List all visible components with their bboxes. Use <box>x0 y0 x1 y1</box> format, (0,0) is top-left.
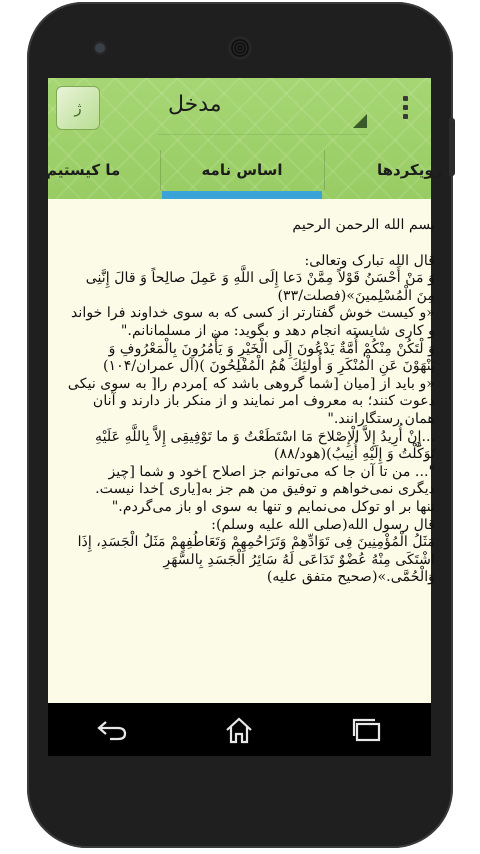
tab-divider <box>324 150 325 190</box>
text-line: دیگری نمی‌خواهم و توفیق من هم جز به[یاری ]خدا نیست. <box>95 481 435 498</box>
system-nav-bar <box>48 703 431 756</box>
home-button[interactable] <box>209 710 269 750</box>
front-camera <box>95 43 105 53</box>
earpiece-speaker <box>230 38 250 58</box>
spinner-arrow-icon[interactable] <box>353 114 367 128</box>
text-line: وَ لْتَكُنْ مِنْكُمْ أُمَّةٌ یَدْعُونَ إِلَى الْخَیْرِ وَ یَأْمُرُونَ بِالْمَعْرُوفِ وَ <box>108 340 435 357</box>
tab-statute[interactable]: اساس نامه <box>201 160 283 179</box>
overflow-menu-icon[interactable] <box>403 96 409 123</box>
text-line: قال الله تبارک وتعالى: <box>304 252 435 269</box>
tab-divider <box>160 150 161 190</box>
tab-who-we-are[interactable]: ما کیستیم <box>46 160 121 179</box>
text-line: «و باید از [میان [شما گروهی باشد که ]مردم را[ به سوی نیکی <box>67 375 435 392</box>
back-button[interactable] <box>82 710 142 750</box>
text-line: اشْتَكَى مِنْهُ عُضْوٌ تَدَاعَى لَهُ سَائِرُ الْجَسَدِ بِالسَّهَرِ <box>163 551 435 568</box>
content-panel[interactable] <box>48 199 435 703</box>
text-line: مَثَلُ الْمُؤْمِنِینَ فِی تَوَادِّهِمْ وَتَرَاحُمِهِمْ وَتَعَاطُفِهِمْ مَثَلُ الْجَسَدِ، إِذَا <box>77 534 435 551</box>
page-title[interactable]: مدخل <box>168 92 222 117</box>
text-line: قال رسول الله(صلى الله علیه وسلم): <box>211 516 435 533</box>
text-line: همان رستگارانند." <box>327 410 435 427</box>
text-line: مِنَ الْمُسْلِمینَ»(فصلت/۳۳) <box>277 287 435 304</box>
content-text <box>35 217 435 587</box>
text-line: ...إِنْ أُرِیدُ إِلاَّ الْإِصْلاحَ مَا اسْتَطَعْتُ وَ ما تَوْفِیقِی إِلاَّ بِاللَّهِ عَلَیْهِ <box>95 428 435 445</box>
home-icon <box>224 716 254 744</box>
selected-tab-indicator <box>162 191 322 199</box>
text-line: یَنْهَوْنَ عَنِ الْمُنْكَرِ وَ أُولئِكَ هُمُ الْمُفْلِحُونَ )(آل عمران/۱۰۴) <box>102 358 435 375</box>
text-line: تَوَكَّلْتُ وَ إِلَیْهِ أُنِیبُ)(هود/۸۸) <box>273 446 435 463</box>
app-logo-icon[interactable] <box>56 86 100 130</box>
text-line: وَالْحُمَّى.»(صحیح متفق علیه) <box>266 569 435 586</box>
text-line: "... من تا آن جا که می‌توانم جز اصلاح ]خود و شما [چیز <box>108 463 435 480</box>
app-bar <box>46 78 443 199</box>
text-line: و کاری شایسته انجام دهد و بگوید: من از مسلمانانم." <box>120 322 435 339</box>
tab-approaches[interactable]: رویکردها <box>377 160 443 179</box>
text-line: وَ مَنْ أَحْسَنُ قَوْلاً مِمَّنْ دَعا إِلَى اللَّهِ وَ عَمِلَ صالِحاً وَ قالَ إِنَّنِی <box>85 270 435 287</box>
phone-side-button <box>449 118 455 176</box>
text-line: «و کیست خوش گفتارتر از کسی که به سوی خداوند فرا خواند <box>70 305 435 322</box>
app-logo-text: ژ <box>74 99 82 117</box>
screen <box>46 78 443 756</box>
text-line: تنها بر او توکل می‌نمایم و تنها به سوی او باز می‌گردم." <box>111 498 435 515</box>
text-line: دعوت کنند؛ به معروف امر نمایند و از منکر باز دارند و آنان <box>92 393 435 410</box>
text-line: بسم الله الرحمن الرحیم <box>292 217 435 233</box>
recents-button[interactable] <box>337 710 397 750</box>
spinner-underline <box>158 134 368 135</box>
back-icon <box>96 718 128 742</box>
recents-icon <box>352 718 382 742</box>
